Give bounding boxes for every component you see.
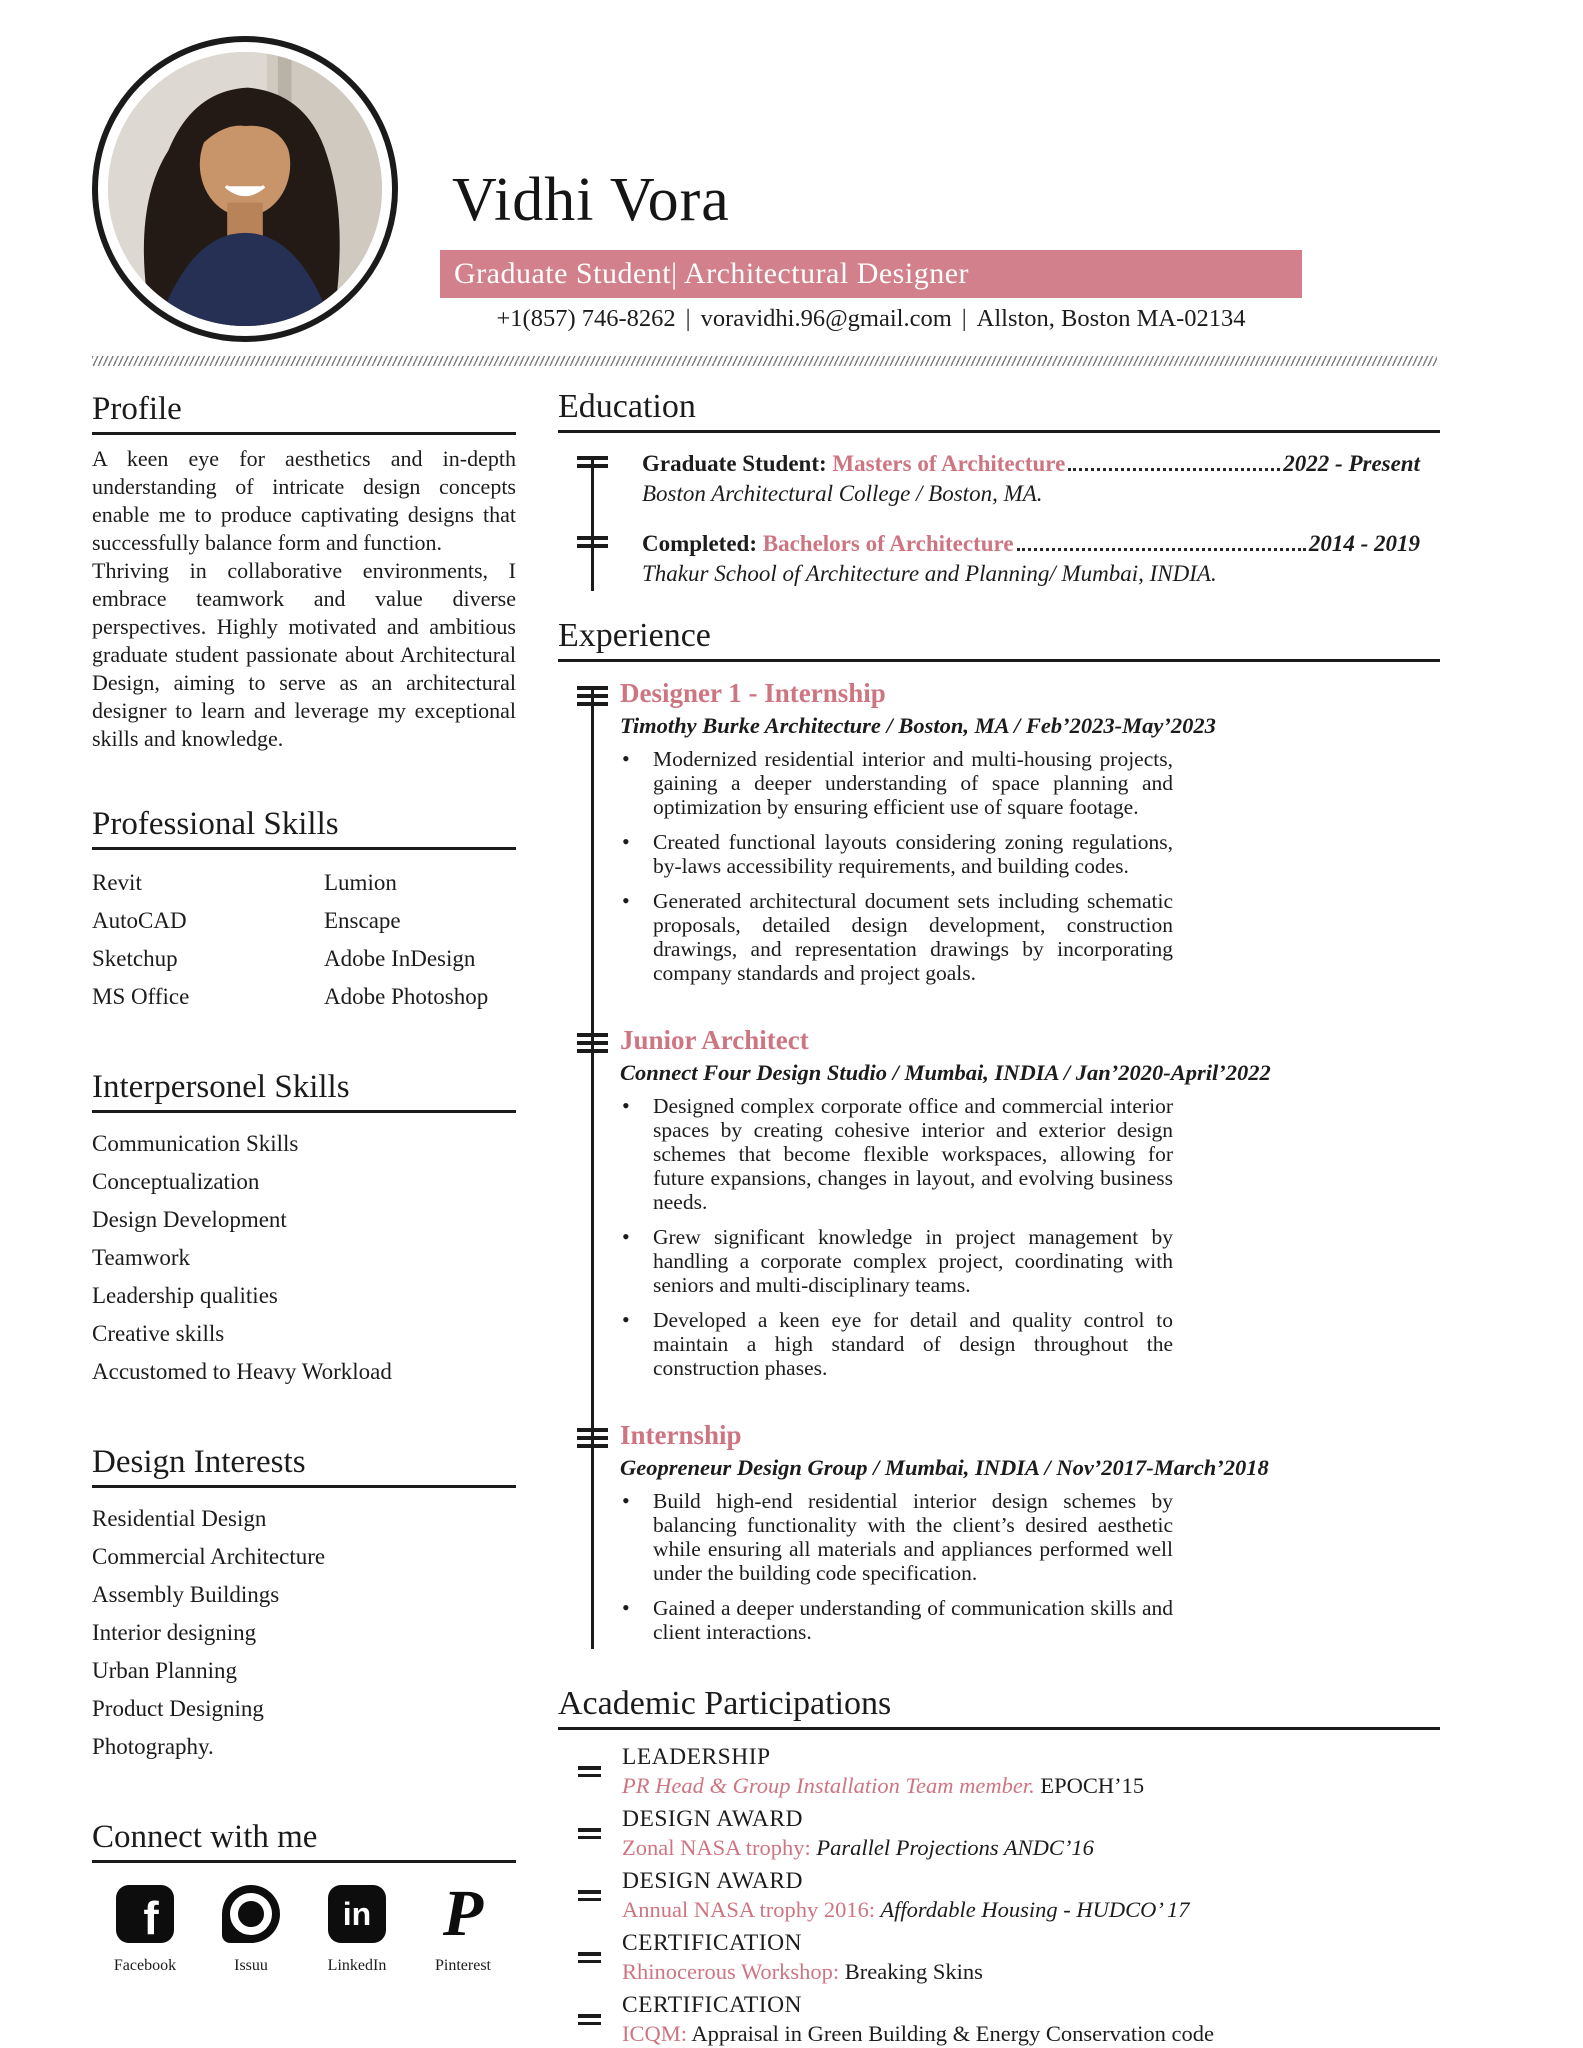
academic-item [558,1992,1440,2047]
dotted-leader [1068,468,1280,471]
skill-item: Enscape [324,908,401,933]
timeline-marker [577,1428,608,1452]
dotted-leader [1017,548,1306,551]
professional-skills-heading: Professional Skills [92,806,339,842]
profile-photo [92,36,398,342]
right-column [558,388,1440,2048]
phone-number: +1(857) 746-8262 [496,305,676,332]
academic-detail: Breaking Skins [839,1959,983,1984]
skill-item: Lumion [324,870,397,895]
academic-category: LEADERSHIP [622,1744,771,1770]
social-label: Issuu [234,1957,268,1974]
job-title: Junior Architect [620,1025,809,1055]
design-interests-heading: Design Interests [92,1444,306,1480]
interpersonal-skills-heading: Interpersonel Skills [92,1069,350,1105]
skill-item: MS Office [92,984,190,1009]
job-subtitle: Timothy Burke Architecture / Boston, MA / Feb’2023-May’2023 [620,713,1216,738]
skill-item: Revit [92,870,142,895]
list-item: Assembly Buildings [92,1582,280,1607]
academic-detail: Appraisal in Green Building & Energy Conservation code [687,2021,1214,2046]
section-rule [92,432,516,435]
education-dates: 2022 - Present [1283,451,1420,476]
facebook-glyph: f [143,1892,159,1944]
list-item: Urban Planning [92,1658,238,1683]
list-item: Residential Design [92,1506,267,1531]
issuu-icon[interactable] [222,1885,280,1943]
list-item: Communication Skills [92,1131,299,1156]
pinterest-icon[interactable]: P [442,1877,484,1950]
list-item: Teamwork [92,1245,191,1270]
section-rule [92,1110,516,1113]
academic-highlight: Rhinocerous Workshop: [622,1959,840,1984]
social-link-facebook[interactable] [92,1885,198,1975]
academic-category: DESIGN AWARD [622,1806,804,1832]
academic-category: DESIGN AWARD [622,1868,804,1894]
education-degree: Masters of Architecture [832,451,1066,476]
job-bullet: • Created functional layouts considering zoning regulations, by-laws accessibility requirements, and building codes. [620,830,1173,878]
education-heading: Education [558,388,696,425]
academic-item [558,1744,1440,1799]
profile-paragraph-1: A keen eye for aesthetics and in-depth understanding of intricate design concepts enable me to produce captivating designs that successfully balance form and function. [92,446,516,555]
linkedin-icon[interactable] [328,1885,386,1943]
academic-detail: EPOCH’15 [1034,1773,1145,1798]
job-bullet: • Grew significant knowledge in project management by handling a corporate complex project, coordinating with seniors and multi-disciplinary teams. [620,1225,1173,1297]
experience-job [558,678,1440,985]
equal-marker [578,2014,601,2029]
job-bullet: • Generated architectural document sets including schematic proposals, detailed design development, construction drawings, and representation drawings by incorporating company standards and project goals. [620,889,1173,985]
job-bullets [620,747,1440,985]
job-bullet: • Gained a deeper understanding of communication skills and client interactions. [620,1596,1173,1644]
academic-detail: Parallel Projections ANDC’16 [810,1835,1094,1860]
social-link-linkedin[interactable] [304,1885,410,1975]
facebook-icon[interactable] [116,1885,174,1943]
education-school: Thakur School of Architecture and Planning/ Mumbai, INDIA. [642,561,1217,586]
skill-item: Adobe Photoshop [324,984,489,1009]
equal-marker [578,1952,601,1967]
profile-paragraph-2: Thriving in collaborative environments, I embrace teamwork and value diverse perspectives. Highly motivated and ambitious graduate student passionate about Architectural Design, aiming to serve as an architectural designer to learn and leverage my exceptional skills and knowledge. [92,558,516,751]
title-banner [440,250,1302,298]
academic-item [558,1806,1440,1861]
job-bullet: • Designed complex corporate office and commercial interior spaces by creating cohesive interior and exterior design schemes that become flexible workspaces, allowing for future expansions, changes in layout, and evolving business needs. [620,1094,1173,1214]
list-item: Creative skills [92,1321,225,1346]
education-item [558,531,1440,587]
list-item: Accustomed to Heavy Workload [92,1359,392,1384]
email-address[interactable]: voravidhi.96@gmail.com [700,305,952,332]
experience-timeline [558,678,1440,1665]
contact-separator: | [685,305,691,332]
experience-heading: Experience [558,617,711,654]
skill-item: Sketchup [92,946,178,971]
education-timeline [558,451,1440,601]
section-rule [558,430,1440,433]
contact-line [440,305,1302,333]
job-bullet: • Developed a keen eye for detail and quality control to maintain a high standard of design throughout the construction phases. [620,1308,1173,1380]
experience-job [558,1420,1440,1644]
interpersonal-skills-list [92,1125,516,1391]
social-link-pinterest[interactable] [410,1877,516,1975]
job-bullets [620,1094,1440,1380]
education-label: Completed: [642,531,757,556]
section-rule [92,1860,516,1863]
social-link-issuu[interactable] [198,1885,304,1975]
section-rule [92,847,516,850]
candidate-name: Vidhi Vora [452,166,730,234]
job-title: Internship [620,1420,742,1450]
academic-detail: Affordable Housing - HUDCO’ 17 [875,1897,1190,1922]
education-item [558,451,1440,507]
list-item: Product Designing [92,1696,264,1721]
equal-marker [578,1766,601,1781]
list-item: Conceptualization [92,1169,260,1194]
left-column [92,390,516,1975]
skill-item: Adobe InDesign [324,946,476,971]
education-label: Graduate Student: [642,451,827,476]
equal-marker [578,1828,601,1843]
academic-category: CERTIFICATION [622,1930,803,1956]
academic-item [558,1868,1440,1923]
education-school: Boston Architectural College / Boston, MA. [642,481,1043,506]
academic-list [558,1744,1440,2047]
academic-highlight: ICQM: [622,2021,688,2046]
social-label: LinkedIn [327,1957,387,1974]
linkedin-glyph: in [342,1895,372,1932]
social-label: Facebook [113,1957,177,1974]
job-bullet: • Modernized residential interior and multi-housing projects, gaining a deeper understanding of space planning and optimization by ensuring efficient use of square footage. [620,747,1173,819]
list-item: Commercial Architecture [92,1544,326,1569]
skill-item: AutoCAD [92,908,187,933]
academic-heading: Academic Participations [558,1685,892,1722]
equal-marker [578,1890,601,1905]
design-interests-list [92,1500,516,1766]
list-item: Leadership qualities [92,1283,278,1308]
timeline-marker [577,536,608,552]
section-rule [558,659,1440,662]
experience-job [558,1025,1440,1380]
connect-heading: Connect with me [92,1819,318,1855]
profile-heading: Profile [92,391,182,427]
social-links [92,1877,516,1975]
list-item: Design Development [92,1207,287,1232]
job-title: Designer 1 - Internship [620,678,886,708]
title-banner-text: Graduate Student| Architectural Designer [454,257,969,290]
list-item: Interior designing [92,1620,257,1645]
job-bullets [620,1489,1440,1644]
academic-highlight: Annual NASA trophy 2016: [622,1897,876,1922]
academic-item [558,1930,1440,1985]
academic-highlight: PR Head & Group Installation Team member. [622,1773,1035,1798]
contact-separator: | [961,305,967,332]
academic-highlight: Zonal NASA trophy: [622,1835,811,1860]
location-text: Allston, Boston MA-02134 [976,305,1246,332]
academic-category: CERTIFICATION [622,1992,803,2018]
hatched-divider [92,356,1437,366]
social-label: Pinterest [435,1957,491,1974]
issuu-ring [230,1893,272,1935]
list-item: Photography. [92,1734,214,1759]
section-rule [558,1727,1440,1730]
job-subtitle: Geopreneur Design Group / Mumbai, INDIA / Nov’2017-March’2018 [620,1455,1269,1480]
section-rule [92,1485,516,1488]
portrait-image [108,52,382,326]
education-degree: Bachelors of Architecture [762,531,1014,556]
timeline-marker [577,456,608,472]
education-dates: 2014 - 2019 [1308,531,1420,556]
timeline-marker [577,1033,608,1057]
timeline-marker [577,686,608,710]
professional-skills-list [92,864,516,1016]
job-subtitle: Connect Four Design Studio / Mumbai, INDIA / Jan’2020-April’2022 [620,1060,1271,1085]
job-bullet: • Build high-end residential interior design schemes by balancing functionality with the client’s desired aesthetic while ensuring all materials and appliances performed well under the building code specification. [620,1489,1173,1585]
